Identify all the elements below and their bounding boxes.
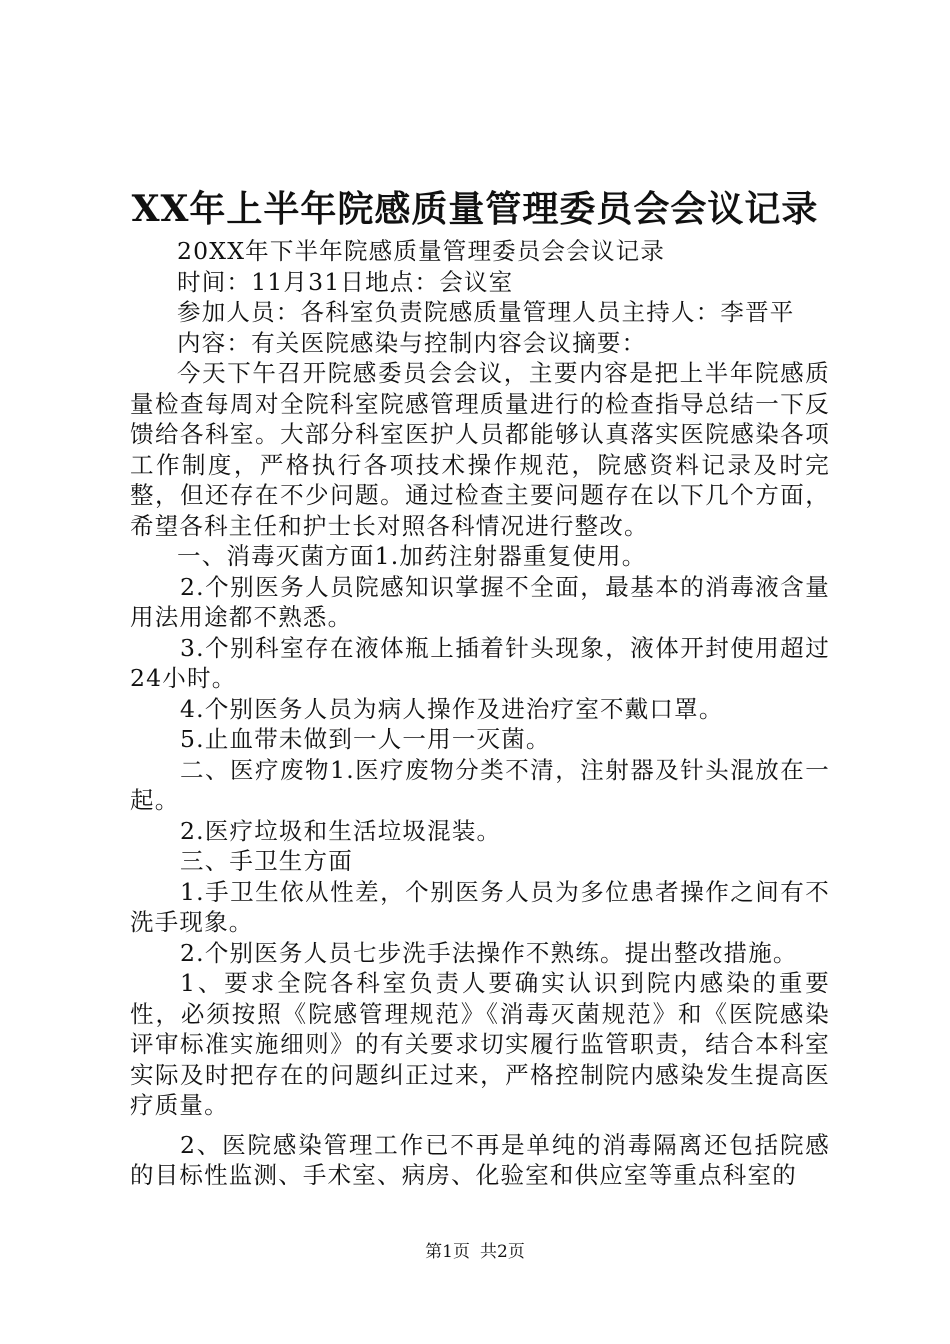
paragraph: 参加人员：各科室负责院感质量管理人员主持人：李晋平 <box>177 298 795 326</box>
paragraph: 一、消毒灭菌方面1.加药注射器重复使用。 <box>177 542 647 570</box>
paragraph: 内容：有关医院感染与控制内容会议摘要： <box>177 328 647 357</box>
page-footer <box>0 1240 950 1264</box>
paragraph: 3.个别科室存在液体瓶上插着针头现象，液体开封使用超过24小时。 <box>130 633 830 692</box>
page-total: 共2页 <box>480 1242 525 1262</box>
paragraph: 2.医疗垃圾和生活垃圾混装。 <box>180 816 502 845</box>
paragraph: 二、医疗废物1.医疗废物分类不清，注射器及针头混放在一起。 <box>130 755 830 814</box>
paragraph: 1.手卫生依从性差，个别医务人员为多位患者操作之间有不洗手现象。 <box>130 877 830 936</box>
document-title: XX年上半年院感质量管理委员会会议记录 <box>131 188 819 230</box>
paragraph: 20XX年下半年院感质量管理委员会会议记录 <box>177 237 666 265</box>
paragraph: 1、要求全院各科室负责人要确实认识到院内感染的重要性，必须按照《院感管理规范》《消毒灭菌规范》和《医院感染评审标准实施细则》的有关要求切实履行监管职责，结合本科室实际及时把存在的问题纠正过来，严格控制院内感染发生提高医疗质量。 <box>130 969 830 1119</box>
paragraph: 2.个别医务人员院感知识掌握不全面，最基本的消毒液含量用法用途都不熟悉。 <box>130 572 830 631</box>
page-number: 第1页 <box>425 1242 470 1262</box>
paragraph: 时间：11月31日地点：会议室 <box>177 267 514 296</box>
document-body <box>130 236 830 1191</box>
paragraph: 5.止血带未做到一人一用一灭菌。 <box>180 725 551 753</box>
paragraph: 三、手卫生方面 <box>180 847 353 875</box>
paragraph: 今天下午召开院感委员会会议，主要内容是把上半年院感质量检查每周对全院科室院感管理质量进行的检查指导总结一下反馈给各科室。大部分科室医护人员都能够认真落实医院感染各项工作制度，严格执行各项技术操作规范，院感资料记录及时完整，但还存在不少问题。通过检查主要问题存在以下几个方面，希望各科主任和护士长对照各科情况进行整改。 <box>130 359 830 540</box>
paragraph: 2、医院感染管理工作已不再是单纯的消毒隔离还包括院感的目标性监测、手术室、病房、化验室和供应室等重点科室的 <box>130 1130 830 1189</box>
paragraph: 4.个别医务人员为病人操作及进治疗室不戴口罩。 <box>180 694 724 723</box>
paragraph: 2.个别医务人员七步洗手法操作不熟练。提出整改措施。 <box>180 938 798 967</box>
